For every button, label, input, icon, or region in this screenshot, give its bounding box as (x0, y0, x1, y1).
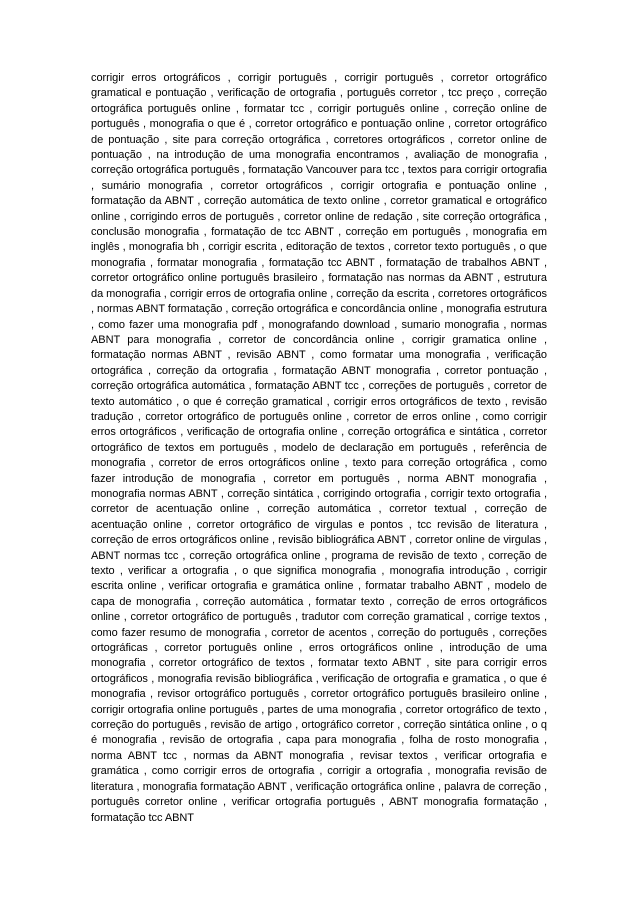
body-text: corrigir erros ortográficos , corrigir português , corrigir português , corretor ortográfico gramatical e pontuação , verificação de ortografia , português corretor , tcc preço , correção ortográfica português online , formatar tcc , corrigir português online , correção online de português , monografia o que é , corretor ortográfico e pontuação online , corretor ortográfico de pontuação , site para correção ortográfica , corretores ortográficos , corretor online de pontuação , na introdução de uma monografia encontramos , avaliação de monografia , correção ortográfica português , formatação Vancouver para tcc , textos para corrigir ortografia , sumário monografia , corretor ortográficos , corrigir ortografia e pontuação online , formatação da ABNT , correção automática de texto online , corretor gramatical e ortográfico online , corrigindo erros de português , corretor online de redação , site correção ortográfica , conclusão monografia , formatação de tcc ABNT , correção em português , monografia em inglês , monografia bh , corrigir escrita , editoração de textos , corretor texto português , o que monografia , formatar monografia , formatação tcc ABNT , formatação de trabalhos ABNT , corretor ortográfico online português brasileiro , formatação nas normas da ABNT , estrutura da monografia , corrigir erros de ortografia online , correção da escrita , corretores ortográficos , normas ABNT formatação , correção ortográfica e concordância online , monografia estrutura , como fazer uma monografia pdf , monografando download , sumario monografia , normas ABNT para monografia , corretor de concordância online , corrigir gramatica online , formatação normas ABNT , revisão ABNT , como formatar uma monografia , verificação ortográfica , correção da ortografia , formatação ABNT monografia , corretor pontuação , correção ortográfica automática , formatação ABNT tcc , correções de português , corretor de texto automático , o que é correção gramatical , corrigir erros ortográficos de texto , revisão tradução , corretor ortográfico de português online , corretor de erros online , como corrigir erros ortográficos , verificação de ortografia online , correção ortográfica e sintática , corretor ortográfico de textos em português , modelo de declaração em português , referência de monografia , corretor de erros ortográficos online , texto para correção ortográfica , como fazer introdução de monografia , corretor em português , norma ABNT monografia , monografia normas ABNT , correção sintática , corrigindo ortografia , corrigir texto ortografia , corretor de acentuação online , correção automática , corretor textual , correção de acentuação online , corretor ortográfico de virgulas e pontos , tcc revisão de literatura , correção de erros ortográficos online , revisão bibliográfica ABNT , corretor online de virgulas , ABNT normas tcc , correção ortográfica online , programa de revisão de texto , correção de texto , verificar a ortografia , o que significa monografia , monografia introdução , corrigir escrita online , verificar ortografia e gramática online , formatar trabalho ABNT , modelo de capa de monografia , correção automática , formatar texto , correção de erros ortográficos online , corretor ortográfico de português , tradutor com correção gramatical , corrige textos , como fazer resumo de monografia , corretor de acentos , correção do português , correções ortográficas , corretor português online , erros ortográficos online , introdução de uma monografia , corretor ortográfico de textos , formatar texto ABNT , site para corrigir erros ortográficos , monografia revisão bibliográfica , verificação de ortografia e gramatica , o que é monografia , revisor ortográfico português , corretor ortográfico português brasileiro online , corrigir ortografia online português , partes de uma monografia , corretor ortográfico de texto , correção do português , revisão de artigo , ortográfico corretor , correção sintática online , o q é monografia , revisão de ortografia , capa para monografia , folha de rosto monografia , norma ABNT tcc , normas da ABNT monografia , revisar textos , verificar ortografia e gramática , como corrigir erros de ortografia , corrigir a ortografia , monografia revisão de literatura , monografia formatação ABNT , verificação ortográfica online , palavra de correção , português corretor online , verificar ortografia português , ABNT monografia formatação , formatação tcc ABNT (91, 72, 547, 824)
